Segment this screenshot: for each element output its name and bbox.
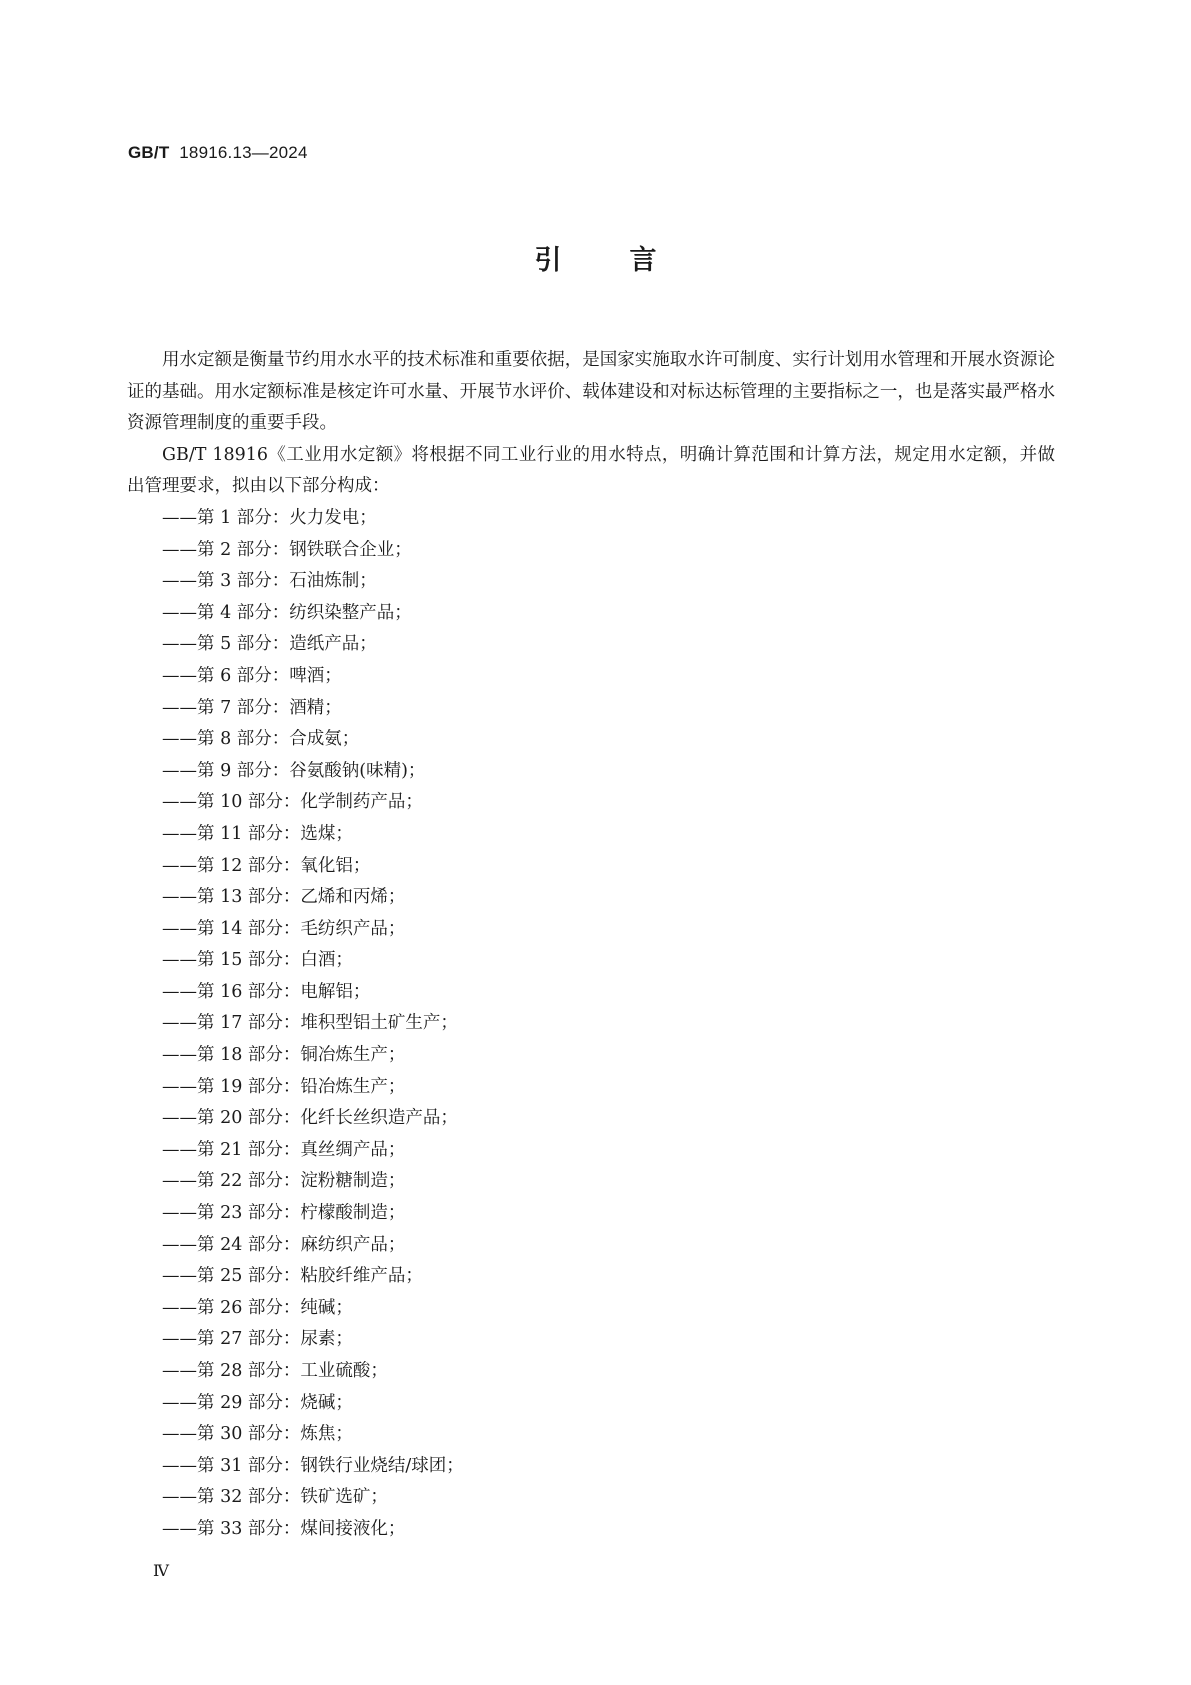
list-item: ——第 29 部分：烧碱； bbox=[162, 1392, 353, 1413]
list-item: ——第 8 部分：合成氨； bbox=[162, 729, 360, 750]
section-title: 引言 bbox=[534, 245, 725, 276]
list-item: ——第 5 部分：造纸产品； bbox=[162, 634, 377, 655]
list-item: ——第 21 部分：真丝绸产品； bbox=[162, 1139, 406, 1160]
list-item: ——第 10 部分：化学制药产品； bbox=[162, 792, 423, 813]
list-item: ——第 24 部分：麻纺织产品； bbox=[162, 1234, 406, 1255]
intro-paragraph: 用水定额是衡量节约用水水平的技术标准和重要依据，是国家实施取水许可制度、实行计划用水管理和开展水资源论证的基础。用水定额标准是核定许可水量、开展节水评价、载体建设和对标达标管理的主要指标之一，也是落实最严格水资源管理制度的重要手段。 bbox=[127, 350, 1055, 434]
list-item: ——第 22 部分：淀粉糖制造； bbox=[162, 1171, 406, 1192]
list-item: ——第 17 部分：堆积型铝土矿生产； bbox=[162, 1013, 458, 1034]
list-item: ——第 13 部分：乙烯和丙烯； bbox=[162, 887, 406, 908]
standard-number: 18916.13—2024 bbox=[179, 143, 308, 162]
list-item: ——第 18 部分：铜冶炼生产； bbox=[162, 1045, 406, 1066]
list-item: ——第 15 部分：白酒； bbox=[162, 950, 353, 971]
list-item: ——第 16 部分：电解铝； bbox=[162, 981, 371, 1002]
standard-prefix: GB/T bbox=[128, 143, 170, 162]
list-item: ——第 20 部分：化纤长丝织造产品； bbox=[162, 1108, 458, 1129]
list-item: ——第 32 部分：铁矿选矿； bbox=[162, 1487, 388, 1508]
list-item: ——第 28 部分：工业硫酸； bbox=[162, 1361, 388, 1381]
document-body bbox=[127, 345, 1055, 1546]
list-item: ——第 30 部分：炼焦； bbox=[162, 1424, 353, 1445]
parts-list bbox=[127, 503, 1055, 1546]
list-item: ——第 2 部分：钢铁联合企业； bbox=[162, 539, 412, 560]
list-item: ——第 27 部分：尿素； bbox=[162, 1329, 353, 1350]
list-item: ——第 11 部分：选煤； bbox=[162, 823, 353, 844]
list-item: ——第 3 部分：石油炼制； bbox=[162, 571, 377, 592]
page-number: Ⅳ bbox=[153, 1561, 169, 1580]
list-item: ——第 1 部分：火力发电； bbox=[162, 507, 377, 528]
list-item: ——第 26 部分：纯碱； bbox=[162, 1297, 353, 1318]
list-item: ——第 14 部分：毛纺织产品； bbox=[162, 918, 406, 939]
list-item: ——第 4 部分：纺织染整产品； bbox=[162, 602, 412, 623]
list-item: ——第 31 部分：钢铁行业烧结/球团； bbox=[162, 1455, 464, 1476]
parts-intro-paragraph: GB/T 18916《工业用水定额》将根据不同工业行业的用水特点，明确计算范围和计算方法，规定用水定额，并做出管理要求，拟由以下部分构成： bbox=[127, 444, 1055, 497]
list-item: ——第 19 部分：铅冶炼生产； bbox=[162, 1076, 406, 1097]
list-item: ——第 9 部分：谷氨酸钠(味精)； bbox=[162, 760, 426, 781]
list-item: ——第 23 部分：柠檬酸制造； bbox=[162, 1203, 406, 1224]
list-item: ——第 12 部分：氧化铝； bbox=[162, 855, 371, 876]
list-item: ——第 25 部分：粘胶纤维产品； bbox=[162, 1266, 423, 1287]
list-item: ——第 33 部分：煤间接液化； bbox=[162, 1518, 406, 1539]
document-code bbox=[128, 143, 308, 163]
list-item: ——第 6 部分：啤酒； bbox=[162, 665, 342, 686]
list-item: ——第 7 部分：酒精； bbox=[162, 697, 342, 718]
